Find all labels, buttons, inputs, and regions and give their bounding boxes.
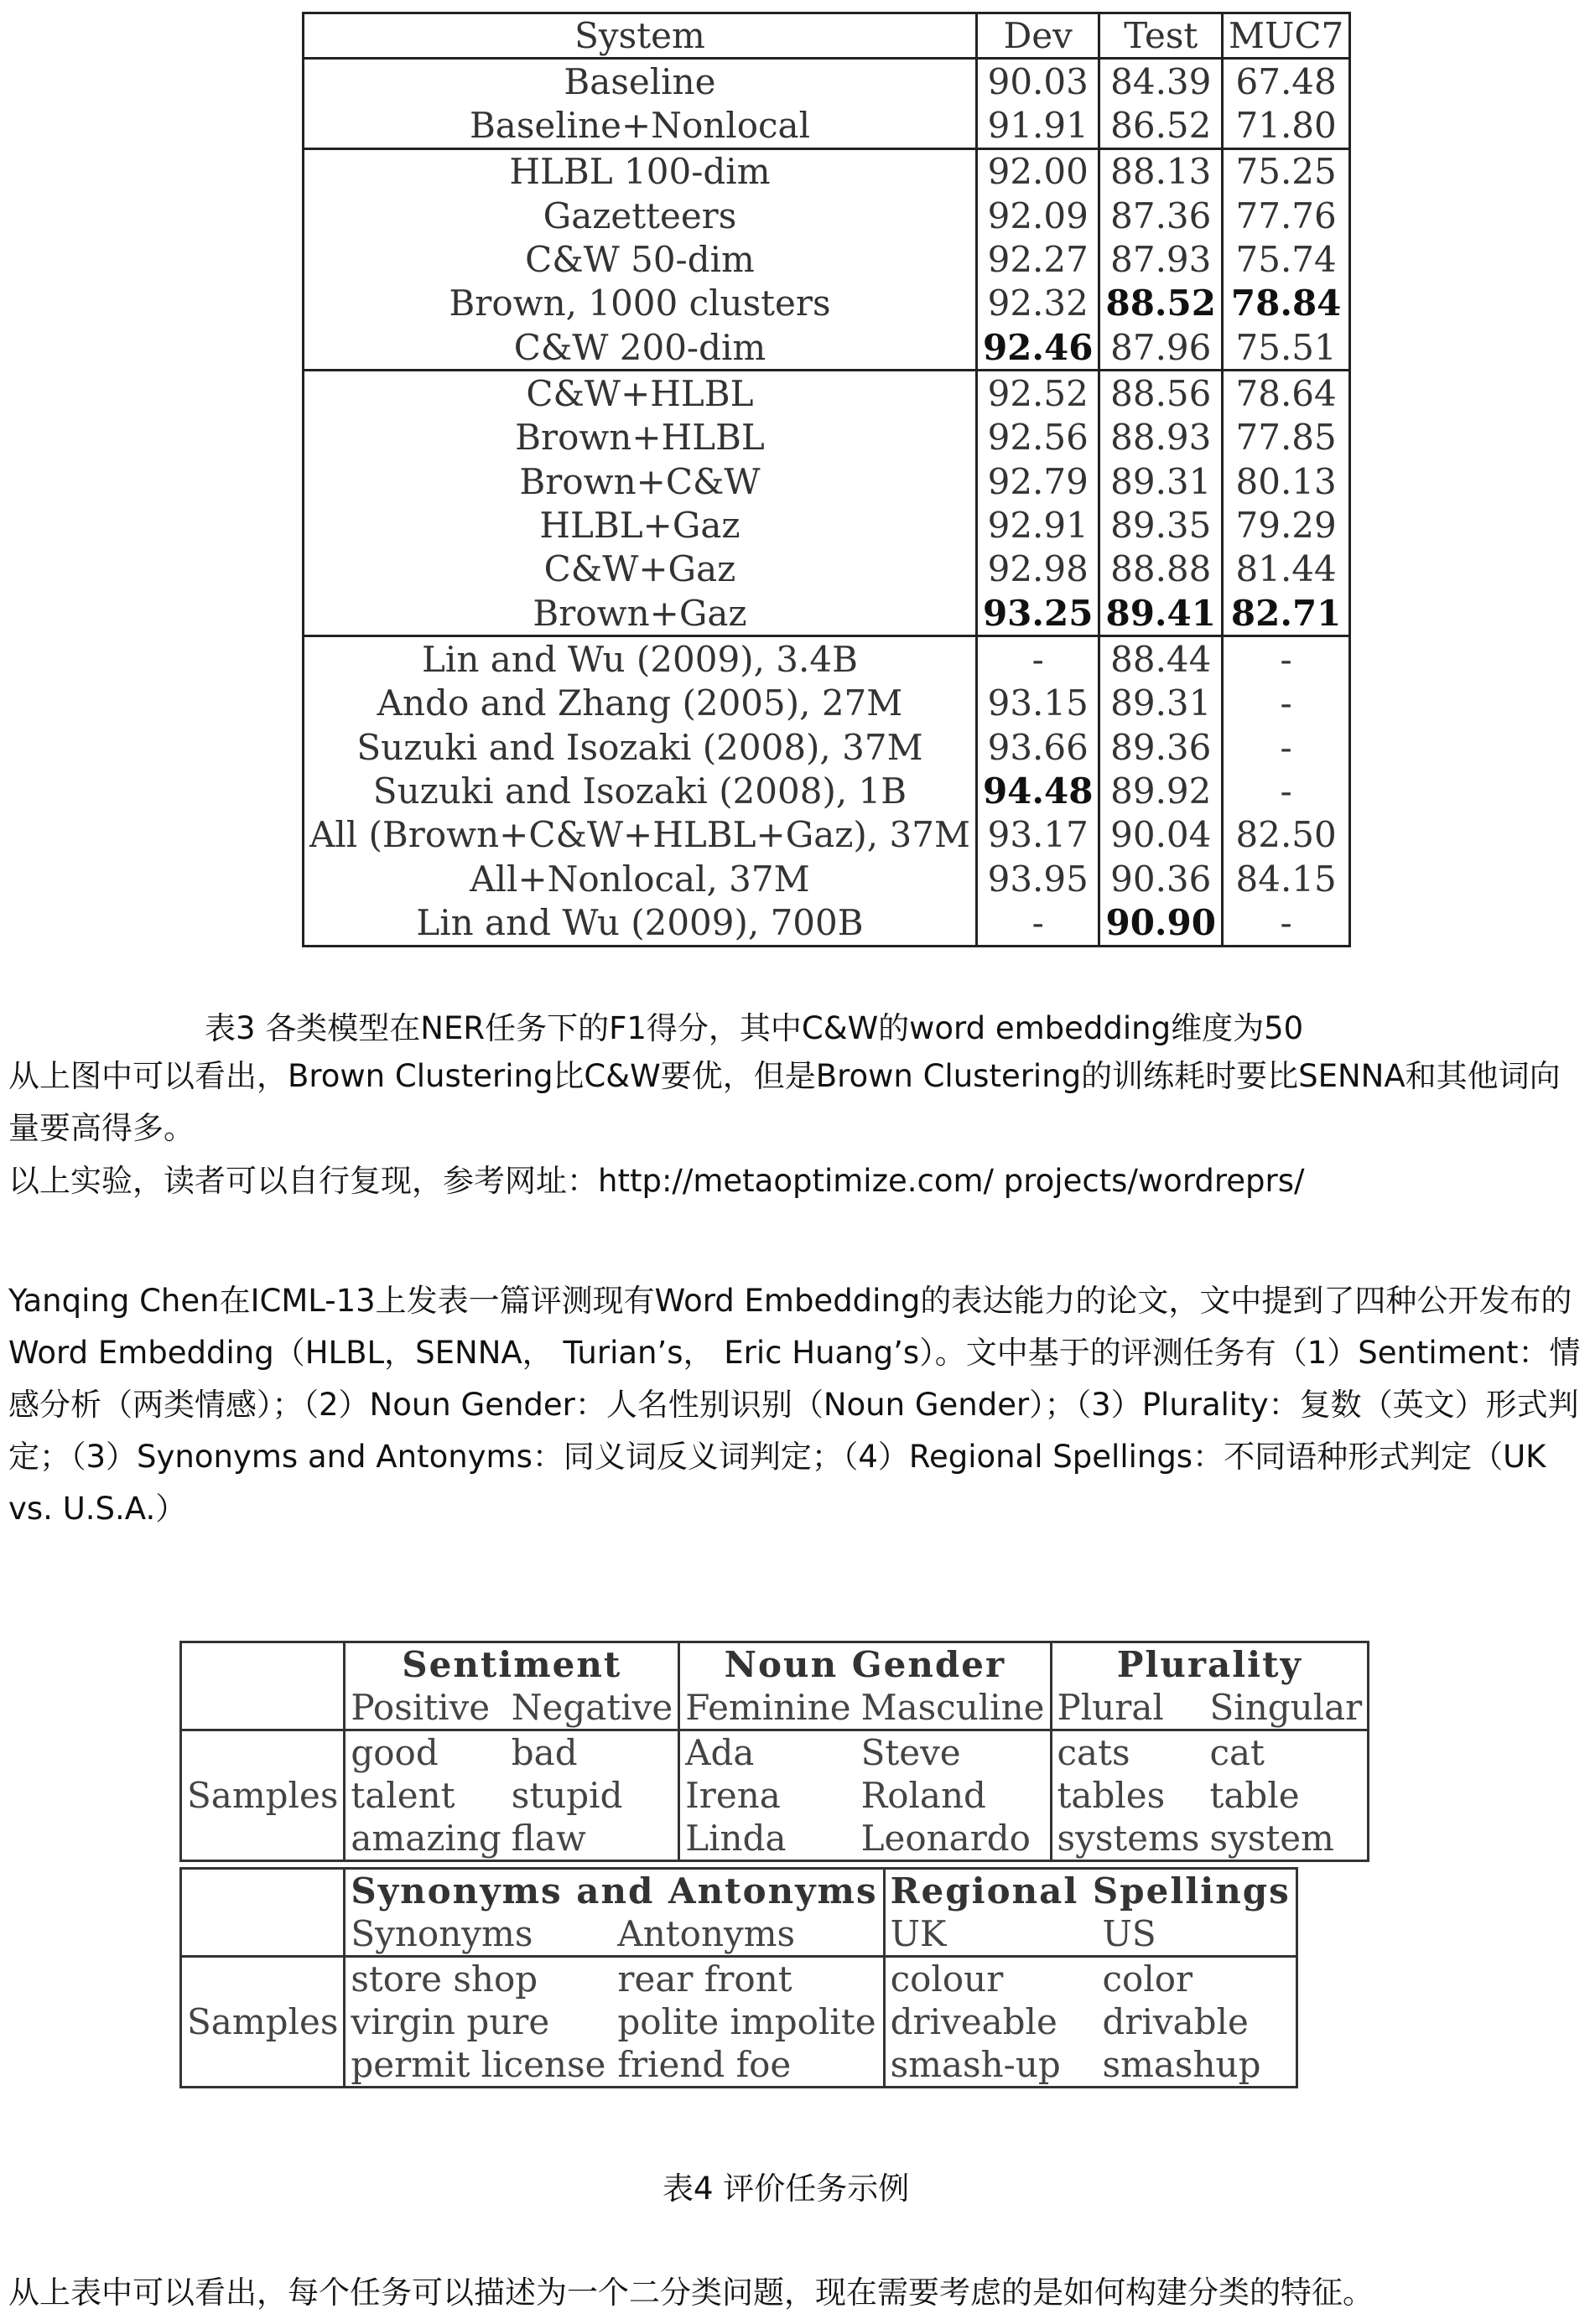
table-row [304, 325, 1350, 371]
table-row [304, 459, 1350, 503]
test-cell: 90.36 [1099, 857, 1223, 900]
sample-cell: colour [890, 1958, 1004, 2000]
table-row [304, 148, 1350, 194]
sub-negative: Negative [507, 1686, 679, 1730]
table4-part1 [179, 1641, 1369, 1862]
system-cell: Suzuki and Isozaki (2008), 37M [304, 725, 977, 769]
sample-cell: smashup [1102, 2044, 1261, 2085]
dev-cell: 93.66 [976, 725, 1099, 769]
dev-cell: 92.46 [976, 325, 1099, 371]
sample-cell: system [1209, 1818, 1334, 1859]
muc7-cell: 78.64 [1235, 373, 1337, 415]
test-cell: 89.35 [1099, 503, 1223, 547]
system-cell: Brown+Gaz [304, 591, 977, 636]
test-cell: 87.36 [1099, 194, 1223, 237]
test-cell: 90.04 [1099, 813, 1223, 857]
test-cell: 88.56 [1099, 371, 1223, 416]
dev-cell: 90.03 [976, 59, 1099, 104]
system-cell: Brown, 1000 clusters [304, 282, 977, 325]
sample-cell: color [1102, 1958, 1193, 2000]
system-cell: All (Brown+C&W+HLBL+Gaz), 37M [304, 813, 977, 857]
muc7-cell: - [1280, 639, 1292, 681]
table-row [304, 900, 1350, 946]
muc7-cell: 67.48 [1235, 60, 1337, 102]
sample-cell: Roland [856, 1774, 1051, 1817]
muc7-cell: 75.51 [1223, 325, 1350, 371]
dev-cell: - [976, 900, 1099, 946]
muc7-cell: - [1280, 682, 1292, 724]
dev-cell: 94.48 [976, 769, 1099, 812]
header-dev: Dev [976, 13, 1099, 59]
table-row [304, 282, 1350, 325]
table-row [304, 591, 1350, 636]
muc7-cell: 81.44 [1235, 548, 1337, 590]
system-cell: Brown+C&W [304, 459, 977, 503]
sub-singular: Singular [1204, 1686, 1368, 1730]
muc7-cell: 75.74 [1235, 239, 1337, 281]
dev-cell: 92.32 [976, 282, 1099, 325]
system-cell: Lin and Wu (2009), 3.4B [304, 636, 977, 682]
sample-cell: rear front [612, 1957, 884, 2001]
muc7-cell: 77.76 [1235, 195, 1337, 236]
system-cell: Baseline [304, 59, 977, 104]
sub-uk: UK [884, 1912, 1097, 1957]
sub-us: US [1098, 1912, 1297, 1957]
dev-cell: 92.00 [976, 148, 1099, 194]
sample-cell: cat [1209, 1732, 1265, 1773]
dev-cell: 93.17 [976, 813, 1099, 857]
test-cell: 88.88 [1099, 547, 1223, 591]
test-cell: 89.36 [1099, 725, 1223, 769]
dev-cell: 92.79 [976, 459, 1099, 503]
sample-cell: table [1209, 1775, 1300, 1816]
system-cell: Baseline+Nonlocal [304, 103, 977, 148]
muc7-cell: - [1280, 726, 1292, 768]
sample-cell: amazing [351, 1818, 501, 1859]
dev-cell: 92.09 [976, 194, 1099, 237]
muc7-cell: 80.13 [1235, 460, 1337, 502]
system-cell: Gazetteers [304, 194, 977, 237]
sample-cell: stupid [507, 1774, 679, 1817]
sample-cell: virgin pure [351, 2001, 550, 2042]
test-cell: 88.93 [1099, 416, 1223, 459]
dev-cell: 92.27 [976, 237, 1099, 281]
table-row [304, 813, 1350, 857]
test-cell: 89.31 [1099, 682, 1223, 725]
muc7-cell: - [1280, 770, 1292, 812]
test-cell: 89.41 [1099, 591, 1223, 636]
table-row [304, 103, 1350, 148]
test-cell: 87.96 [1099, 325, 1223, 371]
dev-cell: 92.52 [976, 371, 1099, 416]
sample-cell: driveable [890, 2001, 1057, 2042]
task-regional-spellings: Regional Spellings [890, 1870, 1291, 1912]
table3 [302, 12, 1344, 947]
sub-masculine: Masculine [856, 1686, 1051, 1730]
task-synonyms-antonyms: Synonyms and Antonyms [345, 1869, 884, 1913]
dev-cell: 91.91 [976, 103, 1099, 148]
sample-cell: Linda [685, 1818, 787, 1859]
dev-cell: - [976, 636, 1099, 682]
system-cell: C&W+HLBL [304, 371, 977, 416]
task-plurality: Plurality [1116, 1644, 1302, 1685]
dev-cell: 93.15 [976, 682, 1099, 725]
samples-label: Samples [181, 1957, 345, 2088]
test-cell: 88.13 [1099, 148, 1223, 194]
test-cell: 90.90 [1099, 900, 1223, 946]
dev-cell: 93.25 [976, 591, 1099, 636]
system-cell: All+Nonlocal, 37M [304, 857, 977, 900]
sub-plural: Plural [1051, 1686, 1204, 1730]
paragraph-brown-vs-cw: 从上图中可以看出，Brown Clustering比C&W要优，但是Brown Clustering的训练耗时要比SENNA和其他词向量要高得多。 [8, 1058, 1561, 1146]
dev-cell: 92.98 [976, 547, 1099, 591]
test-cell: 88.52 [1099, 282, 1223, 325]
sample-cell: talent [351, 1775, 455, 1816]
sub-feminine: Feminine [679, 1686, 856, 1730]
table-row [304, 371, 1350, 416]
test-cell: 87.93 [1099, 237, 1223, 281]
muc7-cell: 82.71 [1223, 591, 1350, 636]
sample-cell: tables [1057, 1775, 1166, 1816]
sample-cell: bad [507, 1730, 679, 1775]
muc7-cell: - [1280, 902, 1292, 944]
table-row [304, 237, 1350, 281]
muc7-cell: 75.25 [1235, 151, 1337, 193]
dev-cell: 92.91 [976, 503, 1099, 547]
muc7-cell: 77.85 [1235, 417, 1337, 459]
task-sentiment: Sentiment [345, 1642, 679, 1687]
sample-cell: permit license [351, 2044, 606, 2085]
sample-cell: polite impolite [612, 2000, 884, 2043]
system-cell: HLBL+Gaz [304, 503, 977, 547]
sample-cell: Ada [685, 1732, 755, 1773]
system-cell: Lin and Wu (2009), 700B [304, 900, 977, 946]
sample-cell: friend foe [612, 2043, 884, 2088]
system-cell: C&W+Gaz [304, 547, 977, 591]
sample-cell: flaw [507, 1817, 679, 1861]
sub-positive: Positive [345, 1686, 507, 1730]
dev-cell: 92.56 [976, 416, 1099, 459]
ner-results-table [302, 12, 1351, 947]
sample-cell: store shop [351, 1958, 538, 2000]
system-cell: C&W 200-dim [304, 325, 977, 371]
muc7-cell: 79.29 [1235, 505, 1337, 547]
paragraph-reproduce-link: 以上实验，读者可以自行复现，参考网址：http://metaoptimize.com/ projects/wordreprs/ [8, 1163, 1305, 1199]
table3-header-row [304, 13, 1350, 59]
sub-synonyms: Synonyms [345, 1912, 613, 1957]
dev-cell: 93.95 [976, 857, 1099, 900]
table-row [304, 725, 1350, 769]
sample-cell: drivable [1102, 2001, 1249, 2042]
system-cell: Suzuki and Isozaki (2008), 1B [304, 769, 977, 812]
header-test: Test [1099, 13, 1223, 59]
muc7-cell: 71.80 [1223, 103, 1350, 148]
test-cell: 88.44 [1099, 636, 1223, 682]
paragraph-binary-classification: 从上表中可以看出，每个任务可以描述为一个二分类问题，现在需要考虑的是如何构建分类的特征。 [8, 2275, 1374, 2311]
sample-cell: Steve [856, 1730, 1051, 1775]
system-cell: HLBL 100-dim [304, 148, 977, 194]
header-muc7: MUC7 [1223, 13, 1350, 59]
test-cell: 84.39 [1099, 59, 1223, 104]
sub-antonyms: Antonyms [612, 1912, 884, 1957]
samples-label: Samples [181, 1730, 345, 1861]
paragraph-yanqing-chen: Yanqing Chen在ICML-13上发表一篇评测现有Word Embedding的表达能力的论文，文中提到了四种公开发布的Word Embedding（HLBL，SENNA， Turian’s， Eric Huang’s）。文中基于的评测任务有（1）Sentiment：情感分析（两类情感）；（2）Noun Gender：人名性别识别（Noun Gender）；（3）Plurality：复数（英文）形式判定；（3）Synonyms and Antonyms：同义词反义词判定；（4）Regional Spellings：不同语种形式判定（UK vs. U.S.A.） [8, 1283, 1581, 1527]
sample-cell: Leonardo [856, 1817, 1051, 1861]
table-row [304, 682, 1350, 725]
sample-cell: cats [1057, 1732, 1130, 1773]
task-noun-gender: Noun Gender [679, 1642, 1051, 1687]
test-cell: 86.52 [1099, 103, 1223, 148]
muc7-cell: 82.50 [1235, 814, 1337, 856]
table-row [304, 416, 1350, 459]
system-cell: Ando and Zhang (2005), 27M [304, 682, 977, 725]
sample-cell: smash-up [890, 2044, 1061, 2085]
table-row [304, 503, 1350, 547]
table-row [304, 194, 1350, 237]
table-row [304, 547, 1350, 591]
sample-cell: Irena [685, 1775, 781, 1816]
table-row [304, 636, 1350, 682]
sample-cell: systems [1057, 1818, 1200, 1859]
system-cell: Brown+HLBL [304, 416, 977, 459]
table-row [304, 59, 1350, 104]
test-cell: 89.92 [1099, 769, 1223, 812]
muc7-cell: 84.15 [1235, 858, 1337, 900]
table3-caption: 表3 各类模型在NER任务下的F1得分，其中C&W的word embedding维度为50 [205, 1010, 1304, 1046]
table4-caption: 表4 评价任务示例 [662, 2171, 910, 2207]
test-cell: 89.31 [1099, 459, 1223, 503]
system-cell: C&W 50-dim [304, 237, 977, 281]
table-row [304, 857, 1350, 900]
muc7-cell: 78.84 [1230, 283, 1342, 324]
table4-part2 [179, 1867, 1298, 2088]
sample-cell: good [351, 1732, 439, 1773]
table-row [304, 769, 1350, 812]
header-system: System [304, 13, 977, 59]
